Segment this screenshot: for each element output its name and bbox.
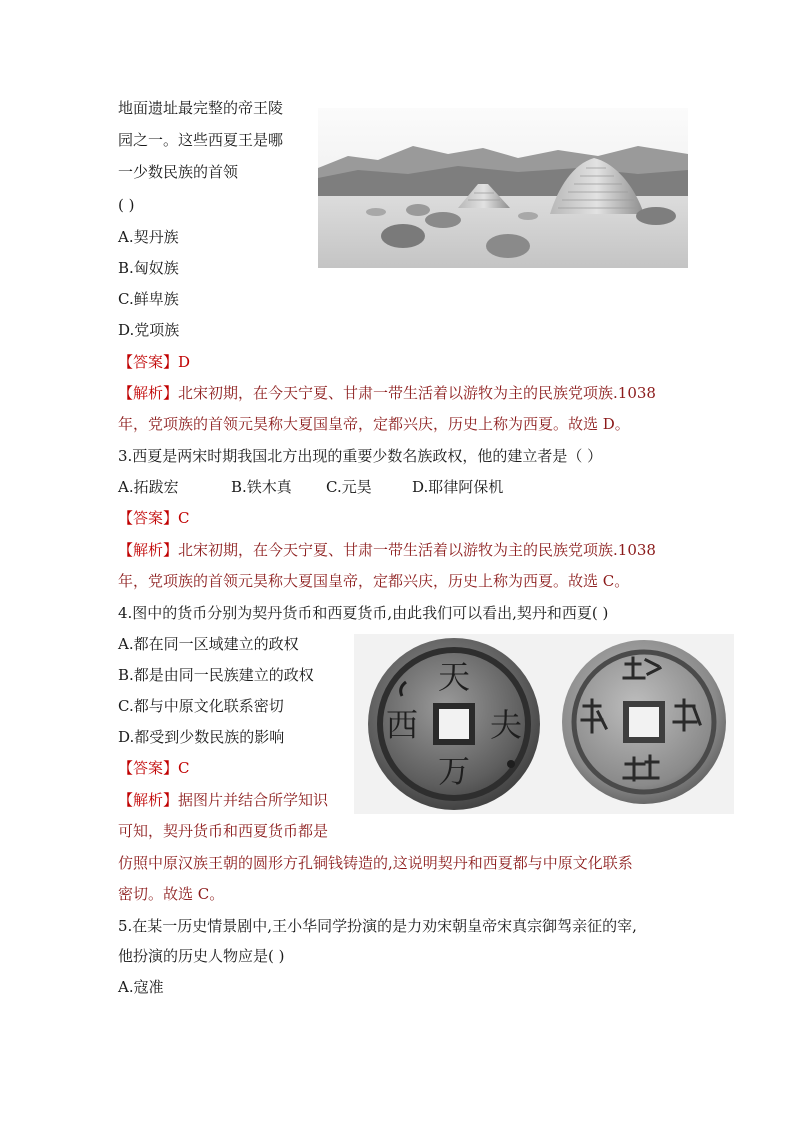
q3-option-c: C.元昊 [326,478,372,496]
q3-option-d: D.耶律阿保机 [412,478,504,496]
q4-option-d: D.都受到少数民族的影响 [118,728,285,746]
coin-char-top: 天 [437,658,471,696]
q3-option-a: A.拓跋宏 [118,478,179,496]
answer-value: D [178,353,191,371]
coin-char-right: 夫 [489,706,523,744]
q5-question-line-1: 5.在某一历史情景剧中,王小华同学扮演的是力劝宋朝皇帝宋真宗御驾亲征的宰, [118,917,637,935]
q2-answer [118,352,190,372]
q5-question-line-2: 他扮演的历史人物应是( ) [118,947,285,965]
liao-coin [368,638,540,810]
q4-explanation-line-4: 密切。故选 C。 [118,885,225,903]
q4-answer [118,758,190,778]
explanation-label: 【解析】 [118,384,179,402]
coin-char-bottom: 万 [437,752,471,790]
q4-explanation-line-1 [118,790,328,810]
q2-option-d: D.党项族 [118,321,180,339]
q2-option-a: A.契丹族 [118,228,179,246]
coins-photo [354,634,734,814]
q5-option-a: A.寇准 [118,978,164,996]
answer-label: 【答案】 [118,509,179,527]
q4-option-b: B.都是由同一民族建立的政权 [118,666,314,684]
answer-value: C [178,759,190,777]
q2-text-line-2: 园之一。这些西夏王是哪 [118,131,284,149]
q3-question: 3.西夏是两宋时期我国北方出现的重要少数名族政权，他的建立者是（ ） [118,447,603,465]
q4-question: 4.图中的货币分别为契丹货币和西夏货币,由此我们可以看出,契丹和西夏( ) [118,604,609,622]
q2-blank: ( ) [118,196,135,214]
q2-explanation-line-1 [118,383,656,403]
q4-explanation-line-2: 可知，契丹货币和西夏货币都是 [118,822,329,840]
western-xia-tombs-photo [318,108,688,268]
coin-char-left: 西 [385,706,419,744]
explanation-label: 【解析】 [118,541,179,559]
explanation-text: 北宋初期，在今天宁夏、甘肃一带生活着以游牧为主的民族党项族.1038 [178,384,656,402]
western-xia-coin [562,640,726,804]
explanation-text: 北宋初期，在今天宁夏、甘肃一带生活着以游牧为主的民族党项族.1038 [178,541,656,559]
q2-option-b: B.匈奴族 [118,259,179,277]
q2-text-line-1: 地面遗址最完整的帝王陵 [118,99,284,117]
answer-label: 【答案】 [118,759,179,777]
explanation-label: 【解析】 [118,791,179,809]
q2-text-line-3: 一少数民族的首领 [118,163,239,181]
explanation-text: 据图片并结合所学知识 [178,791,329,809]
q2-explanation-line-2: 年，党项族的首领元昊称大夏国皇帝，定都兴庆，历史上称为西夏。故选 D。 [118,415,630,433]
q4-option-a: A.都在同一区域建立的政权 [118,635,299,653]
q3-explanation-line-1 [118,540,656,560]
q4-option-c: C.都与中原文化联系密切 [118,697,284,715]
answer-label: 【答案】 [118,353,179,371]
answer-value: C [178,509,190,527]
q4-explanation-line-3: 仿照中原汉族王朝的圆形方孔铜钱铸造的,这说明契丹和西夏都与中原文化联系 [118,854,633,872]
q3-explanation-line-2: 年，党项族的首领元昊称大夏国皇帝，定都兴庆，历史上称为西夏。故选 C。 [118,572,630,590]
q2-option-c: C.鲜卑族 [118,290,179,308]
q3-answer [118,508,190,528]
q3-option-b: B.铁木真 [231,478,292,496]
